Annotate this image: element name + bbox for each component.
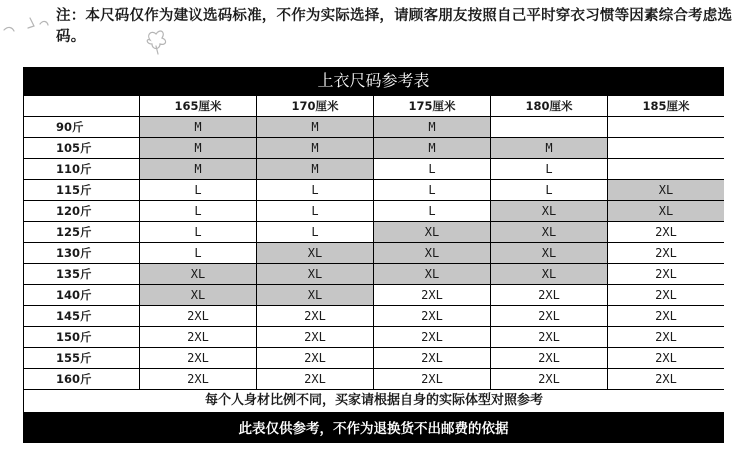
size-cell: 2XL [608,285,725,306]
size-cell: 2XL [140,348,257,369]
size-cell: L [257,201,374,222]
size-cell: 2XL [374,306,491,327]
weight-row [24,285,725,306]
size-cell: 2XL [374,285,491,306]
size-cell: 2XL [257,327,374,348]
height-column-header: 175厘米 [374,96,491,117]
size-cell: 2XL [140,306,257,327]
size-cell: M [374,138,491,159]
size-cell: M [140,138,257,159]
size-cell: XL [140,285,257,306]
weight-label: 105斤 [24,138,140,159]
size-cell: 2XL [374,348,491,369]
weight-row [24,243,725,264]
size-cell: 2XL [491,348,608,369]
size-cell: L [374,201,491,222]
size-cell: XL [374,243,491,264]
weight-label: 120斤 [24,201,140,222]
size-cell: M [257,117,374,138]
size-cell: 2XL [608,327,725,348]
chart-title: 上衣尺码参考表 [317,71,430,90]
weight-label: 150斤 [24,327,140,348]
size-disclaimer-note: 注：本尺码仅作为建议选码标准，不作为实际选择，请顾客朋友按照自己平时穿衣习惯等因素综合考虑选码。 [56,8,733,45]
size-chart-table [23,95,724,413]
weight-label: 140斤 [24,285,140,306]
size-cell: 2XL [374,327,491,348]
size-cell: M [374,117,491,138]
weight-row [24,327,725,348]
weight-label: 160斤 [24,369,140,390]
height-column-header: 185厘米 [608,96,725,117]
height-column-header: 180厘米 [491,96,608,117]
size-cell: 2XL [140,369,257,390]
size-cell: L [374,159,491,180]
size-cell: M [140,117,257,138]
size-cell [491,117,608,138]
weight-row [24,138,725,159]
weight-row [24,222,725,243]
weight-label: 135斤 [24,264,140,285]
size-cell: 2XL [491,327,608,348]
size-cell: M [491,138,608,159]
size-cell: 2XL [608,348,725,369]
size-cell: M [257,159,374,180]
weight-label: 110斤 [24,159,140,180]
size-cell: L [140,180,257,201]
size-cell: M [257,138,374,159]
size-cell: XL [257,264,374,285]
weight-row [24,348,725,369]
size-cell: L [140,243,257,264]
size-cell: 2XL [257,369,374,390]
size-cell: 2XL [257,348,374,369]
corner-header-cell [24,96,140,117]
size-cell: L [257,222,374,243]
size-cell: L [140,222,257,243]
bottom-note-row [24,390,725,413]
size-cell: XL [491,201,608,222]
height-column-header: 165厘米 [140,96,257,117]
footer-disclaimer: 此表仅供参考，不作为退换货不出邮费的依据 [238,421,509,437]
size-chart-sheet [23,67,724,443]
body-proportion-note: 每个人身材比例不同，买家请根据自身的实际体型对照参考 [24,390,725,413]
weight-row [24,180,725,201]
size-cell: XL [608,180,725,201]
size-cell: L [491,159,608,180]
height-header-row [24,96,725,117]
size-cell: 2XL [491,369,608,390]
size-cell [608,117,725,138]
size-cell: L [374,180,491,201]
weight-row [24,264,725,285]
size-cell [608,138,725,159]
weight-label: 125斤 [24,222,140,243]
weight-row [24,117,725,138]
size-cell: XL [257,243,374,264]
size-cell: 2XL [140,327,257,348]
size-cell: 2XL [608,243,725,264]
size-cell: 2XL [608,369,725,390]
size-cell: XL [491,264,608,285]
height-column-header: 170厘米 [257,96,374,117]
size-cell: L [140,201,257,222]
size-cell: XL [140,264,257,285]
size-cell: 2XL [608,222,725,243]
size-cell: 2XL [257,306,374,327]
size-cell: L [257,180,374,201]
size-cell: XL [491,222,608,243]
weight-row [24,159,725,180]
size-cell: L [491,180,608,201]
size-cell [608,159,725,180]
weight-row [24,306,725,327]
size-cell: 2XL [491,285,608,306]
weight-row [24,201,725,222]
weight-row [24,369,725,390]
weight-label: 115斤 [24,180,140,201]
size-cell: XL [257,285,374,306]
size-cell: 2XL [374,369,491,390]
weight-label: 90斤 [24,117,140,138]
size-cell: XL [374,222,491,243]
size-cell: XL [491,243,608,264]
size-cell: 2XL [491,306,608,327]
weight-label: 130斤 [24,243,140,264]
size-cell: XL [608,201,725,222]
size-cell: 2XL [608,264,725,285]
size-cell: XL [374,264,491,285]
size-cell: 2XL [608,306,725,327]
weight-label: 145斤 [24,306,140,327]
size-cell: M [140,159,257,180]
weight-label: 155斤 [24,348,140,369]
